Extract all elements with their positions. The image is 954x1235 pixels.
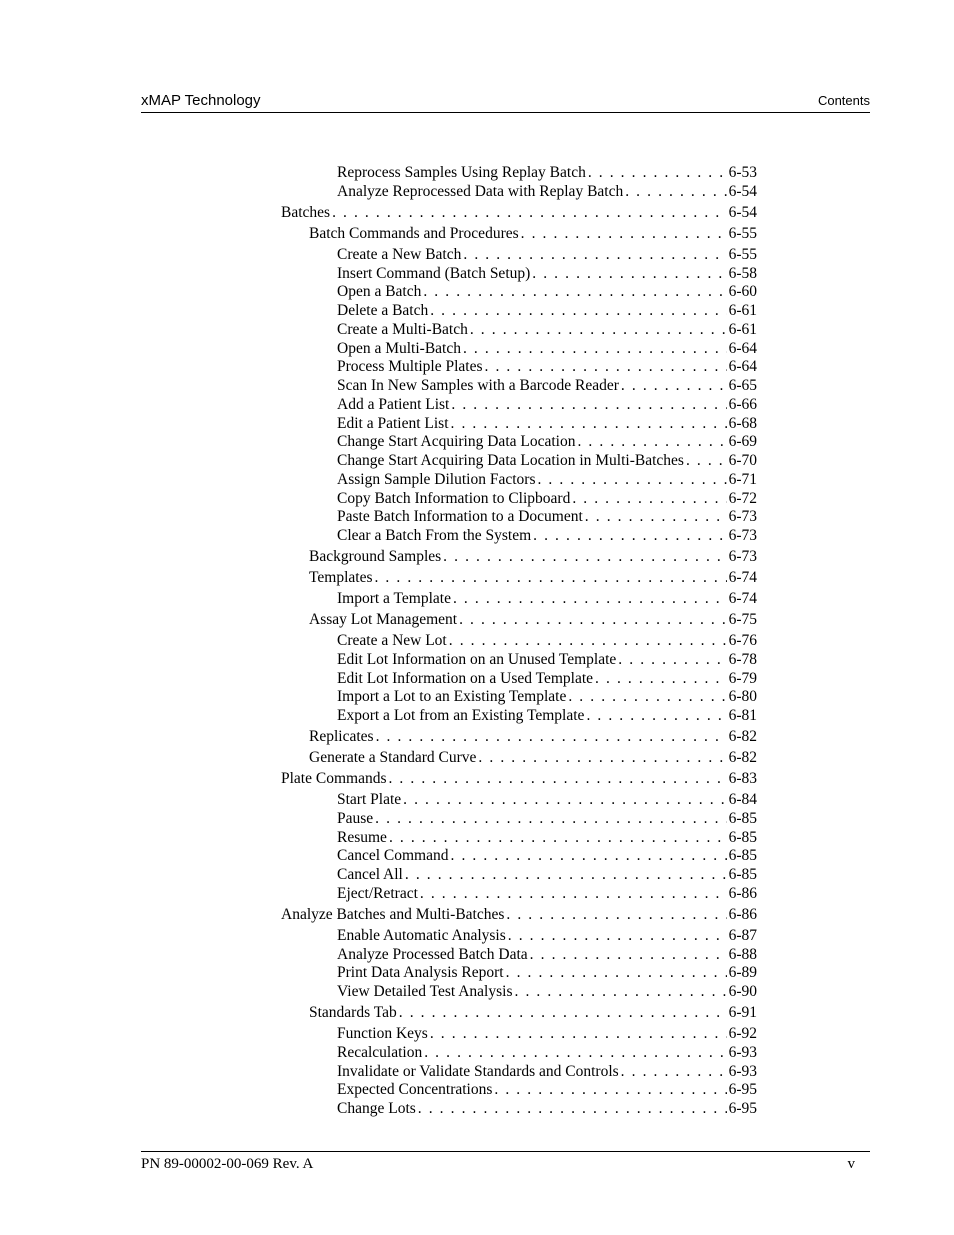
toc-entry[interactable] (337, 945, 757, 964)
toc-entry[interactable] (337, 1080, 757, 1099)
toc-entry[interactable] (309, 610, 757, 629)
toc-entry-title: Create a New Lot (337, 632, 447, 649)
dot-leader (621, 376, 727, 395)
toc-entry-title: Cancel All (337, 866, 403, 883)
toc-entry-page: 6-72 (728, 489, 757, 507)
toc-entry[interactable] (281, 905, 757, 924)
toc-entry-page: 6-73 (728, 548, 757, 565)
toc-entry-page: 6-88 (728, 945, 757, 963)
toc-entry-page: 6-76 (728, 632, 757, 649)
dot-leader (430, 1024, 727, 1043)
toc-entry-page: 6-68 (728, 414, 757, 432)
toc-entry-title: Function Keys (337, 1025, 428, 1042)
dot-leader (420, 884, 727, 903)
toc-entry-title: Eject/Retract (337, 884, 418, 902)
toc-entry-title: Batch Commands and Procedures (309, 224, 519, 242)
toc-entry[interactable] (337, 395, 757, 414)
toc-entry[interactable] (337, 1099, 757, 1118)
toc-entry-page: 6-60 (728, 283, 757, 301)
toc-entry-page: 6-54 (728, 182, 757, 200)
toc-entry[interactable] (337, 809, 757, 828)
toc-entry-title: Expected Concentrations (337, 1081, 493, 1099)
toc-entry-page: 6-84 (728, 791, 757, 808)
toc-entry-page: 6-80 (728, 688, 757, 706)
dot-leader (451, 414, 727, 433)
dot-leader (588, 163, 727, 182)
toc-entry[interactable] (337, 301, 757, 320)
dot-leader (532, 264, 726, 283)
toc-entry-page: 6-75 (728, 611, 757, 628)
dot-leader (533, 526, 726, 545)
dot-leader (618, 650, 726, 669)
dot-leader (453, 589, 727, 608)
toc-entry-title: Assay Lot Management (309, 611, 458, 628)
dot-leader (515, 982, 727, 1001)
toc-entry-page: 6-73 (728, 508, 757, 526)
toc-entry-page: 6-58 (728, 264, 757, 282)
toc-entry-page: 6-65 (728, 377, 757, 394)
toc-entry-page: 6-85 (728, 809, 757, 827)
dot-leader (418, 1099, 727, 1118)
toc-entry-title: Replicates (309, 728, 374, 745)
dot-leader (506, 963, 727, 982)
toc-entry-title: Background Samples (309, 548, 442, 565)
dot-leader (451, 395, 726, 414)
toc-entry[interactable] (337, 1043, 757, 1062)
dot-leader (595, 669, 727, 688)
page-number: v (847, 1156, 855, 1172)
toc-entry[interactable] (337, 320, 757, 339)
toc-entry-page: 6-95 (728, 1100, 757, 1117)
toc-entry[interactable] (337, 846, 757, 865)
toc-entry-title: Clear a Batch From the System (337, 527, 532, 544)
section-name: Contents (817, 93, 870, 108)
toc-entry-title: Import a Lot to an Existing Template (337, 688, 567, 706)
toc-entry-title: Import a Template (337, 590, 451, 607)
toc-entry-title: Edit Lot Information on a Used Template (337, 669, 594, 687)
toc-entry-title: Generate a Standard Curve (309, 749, 477, 766)
page-footer (141, 1151, 870, 1176)
dot-leader (521, 224, 727, 243)
toc-entry-title: View Detailed Test Analysis (337, 983, 513, 1000)
toc-entry-page: 6-54 (728, 203, 757, 221)
toc-entry-page: 6-81 (728, 707, 757, 724)
toc-entry[interactable] (337, 963, 757, 982)
toc-entry-page: 6-74 (728, 569, 757, 586)
toc-entry-title: Add a Patient List (337, 395, 450, 413)
toc-entry-page: 6-78 (728, 650, 757, 668)
toc-entry[interactable] (309, 727, 757, 746)
toc-entry-title: Scan In New Samples with a Barcode Reader (337, 377, 619, 394)
toc-entry-page: 6-87 (728, 926, 757, 944)
toc-entry-page: 6-86 (728, 884, 757, 902)
toc-entry-title: Analyze Reprocessed Data with Replay Batch (337, 182, 624, 200)
dot-leader (572, 489, 726, 508)
dot-leader (451, 846, 727, 865)
toc-entry-title: Paste Batch Information to a Document (337, 508, 583, 526)
toc-entry-page: 6-82 (728, 749, 757, 766)
toc-entry[interactable] (337, 245, 757, 264)
toc-entry-title: Invalidate or Validate Standards and Controls (337, 1062, 619, 1080)
toc-entry-page: 6-55 (728, 245, 757, 263)
toc-entry[interactable] (337, 631, 757, 650)
toc-entry[interactable] (309, 224, 757, 243)
page-header (141, 90, 870, 113)
dot-leader (585, 507, 727, 526)
dot-leader (459, 610, 727, 629)
toc-entry[interactable] (337, 339, 757, 358)
toc-entry-page: 6-82 (728, 728, 757, 745)
toc-entry[interactable] (337, 489, 757, 508)
toc-entry-page: 6-55 (728, 224, 757, 242)
dot-leader (470, 320, 727, 339)
dot-leader (423, 282, 726, 301)
toc-entry[interactable] (337, 865, 757, 884)
toc-entry-page: 6-89 (728, 964, 757, 982)
dot-leader (376, 727, 727, 746)
dot-leader (430, 301, 726, 320)
toc-entry[interactable] (337, 1024, 757, 1043)
toc-entry-title: Standards Tab (309, 1004, 397, 1021)
toc-entry-title: Create a Multi-Batch (337, 320, 468, 338)
toc-entry-page: 6-69 (728, 433, 757, 451)
dot-leader (403, 790, 726, 809)
toc-entry[interactable] (337, 687, 757, 706)
toc-entry[interactable] (281, 203, 757, 222)
toc-entry-title: Resume (337, 828, 387, 846)
toc-entry-page: 6-64 (728, 339, 757, 357)
dot-leader (577, 432, 726, 451)
toc-entry[interactable] (337, 432, 757, 451)
toc-entry[interactable] (337, 884, 757, 903)
toc-entry-title: Process Multiple Plates (337, 358, 483, 376)
toc-entry[interactable] (337, 264, 757, 283)
dot-leader (537, 470, 726, 489)
toc-entry[interactable] (337, 706, 757, 725)
toc-entry[interactable] (337, 669, 757, 688)
toc-entry-title: Print Data Analysis Report (337, 964, 504, 982)
dot-leader (494, 1080, 726, 1099)
toc-entry-title: Change Start Acquiring Data Location (337, 433, 576, 451)
toc-entry[interactable] (337, 376, 757, 395)
toc-entry-page: 6-93 (728, 1043, 757, 1061)
dot-leader (399, 1003, 727, 1022)
document-title: xMAP Technology (141, 92, 261, 109)
toc-entry-page: 6-61 (728, 302, 757, 319)
toc-entry-title: Open a Batch (337, 283, 422, 301)
part-number: PN 89-00002-00-069 Rev. A (141, 1156, 314, 1172)
toc-entry[interactable] (337, 470, 757, 489)
dot-leader (405, 865, 727, 884)
dot-leader (374, 568, 726, 587)
toc-entry[interactable] (337, 790, 757, 809)
toc-entry-title: Plate Commands (281, 770, 387, 787)
toc-entry-title: Edit a Patient List (337, 414, 449, 432)
dot-leader (449, 631, 727, 650)
toc-entry[interactable] (337, 1062, 757, 1081)
toc-entry-page: 6-83 (728, 770, 757, 787)
dot-leader (478, 748, 726, 767)
toc-entry-page: 6-95 (728, 1081, 757, 1099)
toc-entry-title: Cancel Command (337, 847, 449, 865)
toc-entry-page: 6-91 (728, 1004, 757, 1021)
toc-entry-title: Pause (337, 809, 374, 827)
toc-entry[interactable] (337, 357, 757, 376)
toc-entry-title: Start Plate (337, 791, 402, 808)
toc-entry[interactable] (337, 451, 757, 470)
toc-entry[interactable] (337, 526, 757, 545)
toc-entry-page: 6-53 (728, 164, 757, 181)
toc-entry[interactable] (337, 163, 757, 182)
toc-entry-title: Batches (281, 203, 331, 221)
toc-entry[interactable] (309, 748, 757, 767)
toc-entry[interactable] (337, 982, 757, 1001)
dot-leader (621, 1062, 727, 1081)
toc-entry[interactable] (337, 507, 757, 526)
toc-entry[interactable] (337, 589, 757, 608)
dot-leader (463, 245, 726, 264)
toc-entry-title: Open a Multi-Batch (337, 339, 461, 357)
toc-entry-title: Recalculation (337, 1043, 423, 1061)
dot-leader (375, 809, 726, 828)
toc-entry[interactable] (337, 926, 757, 945)
toc-entry[interactable] (337, 414, 757, 433)
dot-leader (586, 706, 726, 725)
toc-entry-title: Insert Command (Batch Setup) (337, 264, 531, 282)
toc-entry-title: Reprocess Samples Using Replay Batch (337, 164, 586, 181)
toc-entry-page: 6-64 (728, 358, 757, 376)
toc-entry-title: Assign Sample Dilution Factors (337, 470, 536, 488)
toc-entry-page: 6-86 (728, 905, 757, 923)
dot-leader (625, 182, 726, 201)
toc-entry-page: 6-70 (728, 452, 757, 469)
toc-entry-page: 6-90 (728, 983, 757, 1000)
dot-leader (424, 1043, 726, 1062)
toc-entry[interactable] (281, 769, 757, 788)
toc-entry-page: 6-71 (728, 470, 757, 488)
dot-leader (686, 451, 727, 470)
toc-entry-title: Export a Lot from an Existing Template (337, 707, 585, 724)
toc-entry[interactable] (337, 282, 757, 301)
toc-entry-title: Change Lots (337, 1100, 416, 1117)
dot-leader (485, 357, 727, 376)
toc-entry-title: Create a New Batch (337, 245, 462, 263)
toc-entry-title: Analyze Processed Batch Data (337, 945, 528, 963)
dot-leader (530, 945, 727, 964)
toc-entry-page: 6-92 (728, 1025, 757, 1042)
toc-entry-title: Change Start Acquiring Data Location in Multi-Batches (337, 452, 684, 469)
toc-entry-title: Enable Automatic Analysis (337, 926, 506, 944)
toc-entry-title: Delete a Batch (337, 302, 429, 319)
toc-entry-page: 6-85 (728, 828, 757, 846)
toc-entry-title: Edit Lot Information on an Unused Template (337, 650, 617, 668)
dot-leader (443, 547, 726, 566)
toc-entry[interactable] (337, 650, 757, 669)
dot-leader (508, 926, 727, 945)
toc-entry-page: 6-93 (728, 1062, 757, 1080)
toc-entry-page: 6-85 (728, 847, 757, 865)
toc-entry-page: 6-85 (728, 866, 757, 883)
toc-entry[interactable] (337, 828, 757, 847)
dot-leader (388, 769, 726, 788)
toc-entry-title: Copy Batch Information to Clipboard (337, 489, 571, 507)
dot-leader (332, 203, 727, 222)
toc-entry-page: 6-61 (728, 320, 757, 338)
dot-leader (389, 828, 727, 847)
toc-entry-page: 6-73 (728, 527, 757, 544)
toc-entry-page: 6-74 (728, 590, 757, 607)
toc-entry-title: Templates (309, 569, 373, 586)
dot-leader (463, 339, 727, 358)
dot-leader (568, 687, 726, 706)
toc-entry[interactable] (309, 547, 757, 566)
toc-entry[interactable] (309, 568, 757, 587)
toc-entry-page: 6-79 (728, 669, 757, 687)
toc-entry-title: Analyze Batches and Multi-Batches (281, 905, 505, 923)
toc-entry-page: 6-66 (728, 395, 757, 413)
toc-entry[interactable] (309, 1003, 757, 1022)
toc-entry[interactable] (337, 182, 757, 201)
dot-leader (506, 905, 726, 924)
